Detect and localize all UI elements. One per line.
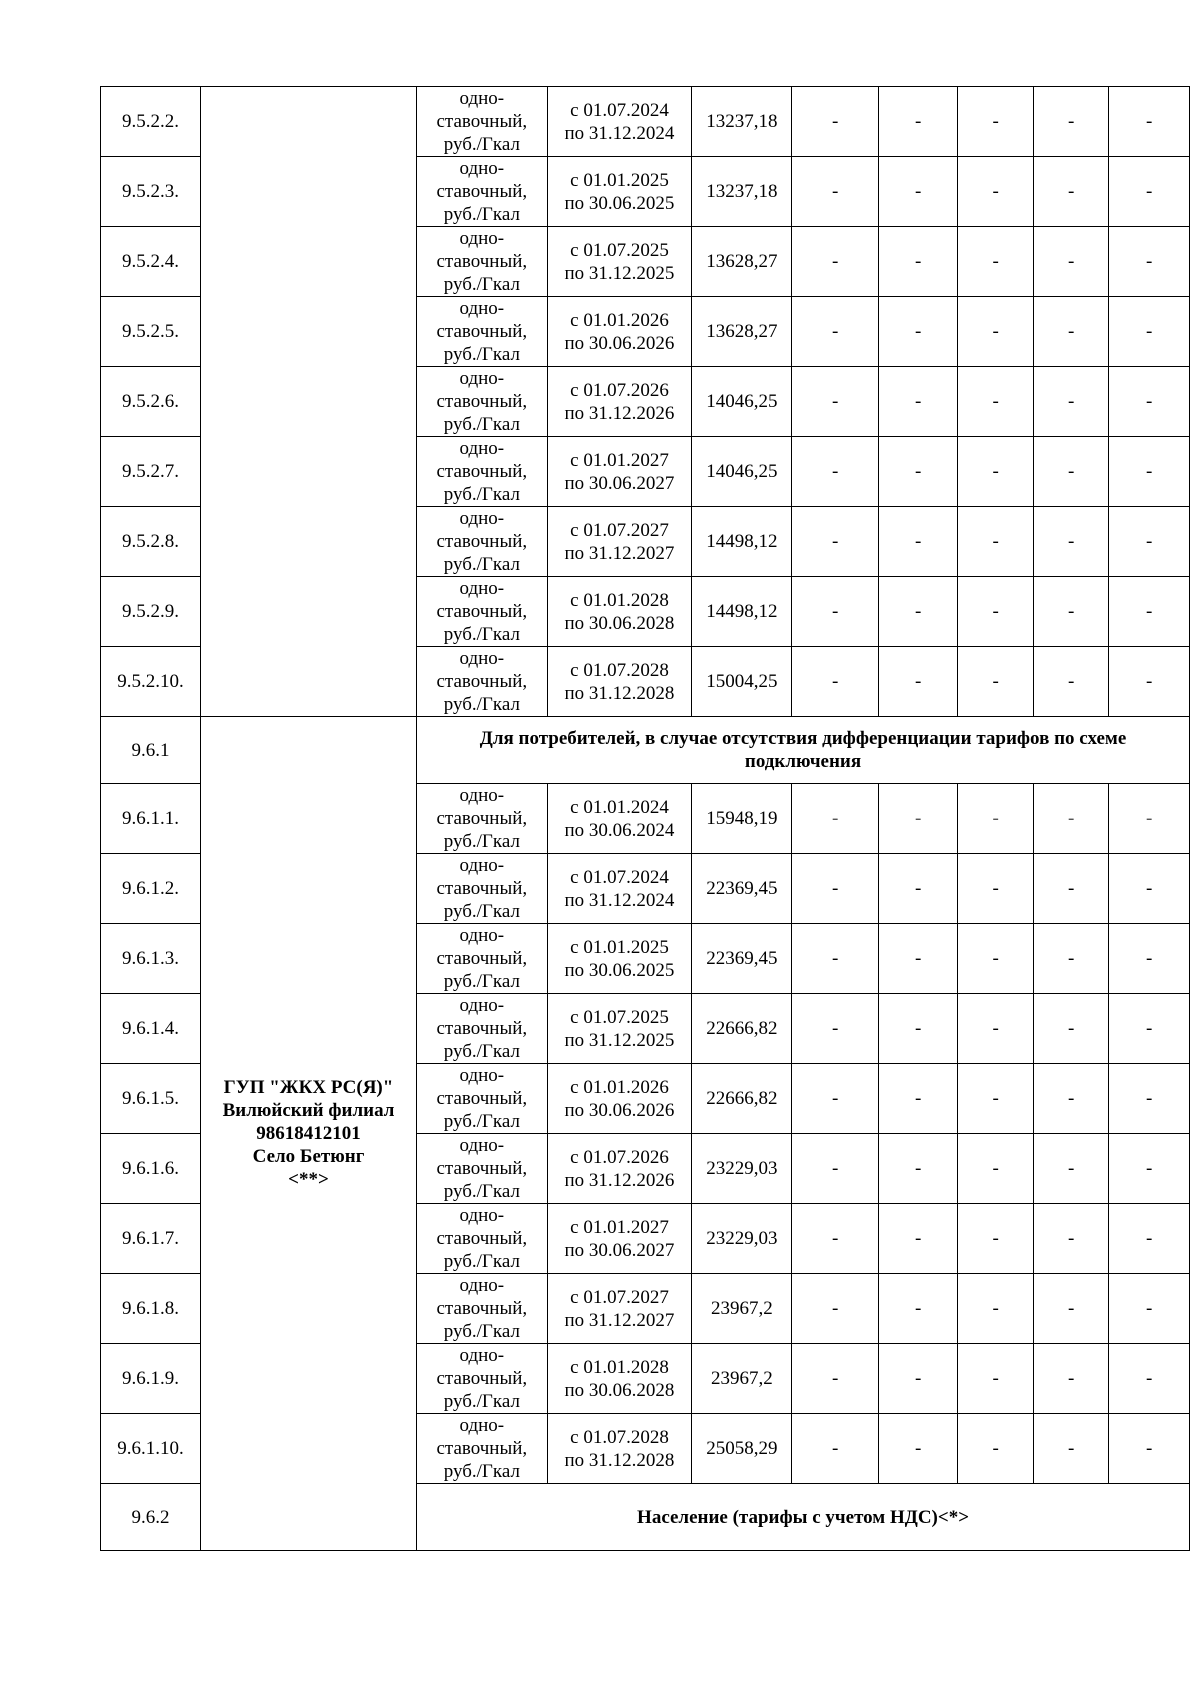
empty-value: - bbox=[1109, 1414, 1190, 1484]
empty-value: - bbox=[958, 924, 1033, 994]
empty-value: - bbox=[792, 577, 879, 647]
empty-value: - bbox=[958, 784, 1033, 854]
empty-value: - bbox=[792, 1134, 879, 1204]
tariff-value: 14498,12 bbox=[692, 507, 792, 577]
empty-value: - bbox=[1109, 1344, 1190, 1414]
row-number: 9.6.1.3. bbox=[101, 924, 201, 994]
empty-value: - bbox=[1109, 1134, 1190, 1204]
section-number: 9.6.2 bbox=[101, 1484, 201, 1551]
empty-value: - bbox=[878, 157, 958, 227]
empty-value: - bbox=[1033, 367, 1108, 437]
tariff-value: 22369,45 bbox=[692, 854, 792, 924]
validity-period: с 01.01.2028 по 30.06.2028 bbox=[547, 577, 692, 647]
empty-value: - bbox=[878, 784, 958, 854]
empty-value: - bbox=[1033, 1064, 1108, 1134]
empty-value: - bbox=[958, 647, 1033, 717]
section-number: 9.6.1 bbox=[101, 717, 201, 784]
empty-value: - bbox=[958, 437, 1033, 507]
row-number: 9.6.1.7. bbox=[101, 1204, 201, 1274]
empty-value: - bbox=[792, 1414, 879, 1484]
empty-value: - bbox=[958, 367, 1033, 437]
validity-period: с 01.07.2025 по 31.12.2025 bbox=[547, 994, 692, 1064]
empty-value: - bbox=[878, 1344, 958, 1414]
empty-value: - bbox=[958, 994, 1033, 1064]
validity-period: с 01.01.2025 по 30.06.2025 bbox=[547, 157, 692, 227]
empty-value: - bbox=[1033, 157, 1108, 227]
tariff-value: 23229,03 bbox=[692, 1134, 792, 1204]
empty-value: - bbox=[1109, 297, 1190, 367]
empty-value: - bbox=[1033, 87, 1108, 157]
empty-value: - bbox=[1033, 437, 1108, 507]
empty-value: - bbox=[958, 1344, 1033, 1414]
rate-type: одно- ставочный, руб./Гкал bbox=[417, 1064, 548, 1134]
empty-value: - bbox=[878, 924, 958, 994]
empty-value: - bbox=[1109, 577, 1190, 647]
row-number: 9.6.1.5. bbox=[101, 1064, 201, 1134]
rate-type: одно- ставочный, руб./Гкал bbox=[417, 577, 548, 647]
empty-value: - bbox=[1109, 1274, 1190, 1344]
empty-value: - bbox=[878, 367, 958, 437]
empty-value: - bbox=[792, 507, 879, 577]
organization-cell-previous bbox=[200, 87, 416, 717]
rate-type: одно- ставочный, руб./Гкал bbox=[417, 87, 548, 157]
row-number: 9.5.2.5. bbox=[101, 297, 201, 367]
row-number: 9.6.1.1. bbox=[101, 784, 201, 854]
tariff-value: 15948,19 bbox=[692, 784, 792, 854]
empty-value: - bbox=[878, 647, 958, 717]
organization-name: ГУП "ЖКХ РС(Я)" bbox=[223, 1077, 394, 1098]
tariff-value: 13237,18 bbox=[692, 87, 792, 157]
tariff-table bbox=[100, 86, 1190, 1551]
row-number: 9.5.2.9. bbox=[101, 577, 201, 647]
empty-value: - bbox=[792, 437, 879, 507]
tariff-value: 14046,25 bbox=[692, 437, 792, 507]
tariff-value: 23967,2 bbox=[692, 1274, 792, 1344]
empty-value: - bbox=[1109, 784, 1190, 854]
tariff-value: 25058,29 bbox=[692, 1414, 792, 1484]
row-number: 9.6.1.4. bbox=[101, 994, 201, 1064]
rate-type: одно- ставочный, руб./Гкал bbox=[417, 1414, 548, 1484]
empty-value: - bbox=[878, 1134, 958, 1204]
empty-value: - bbox=[958, 507, 1033, 577]
validity-period: с 01.01.2027 по 30.06.2027 bbox=[547, 437, 692, 507]
empty-value: - bbox=[878, 1064, 958, 1134]
validity-period: с 01.07.2026 по 31.12.2026 bbox=[547, 1134, 692, 1204]
tariff-value: 23229,03 bbox=[692, 1204, 792, 1274]
empty-value: - bbox=[958, 227, 1033, 297]
rate-type: одно- ставочный, руб./Гкал bbox=[417, 507, 548, 577]
row-number: 9.6.1.2. bbox=[101, 854, 201, 924]
tariff-value: 14498,12 bbox=[692, 577, 792, 647]
validity-period: с 01.07.2027 по 31.12.2027 bbox=[547, 507, 692, 577]
section-row bbox=[101, 717, 1190, 784]
validity-period: с 01.07.2025 по 31.12.2025 bbox=[547, 227, 692, 297]
empty-value: - bbox=[1033, 854, 1108, 924]
empty-value: - bbox=[1109, 924, 1190, 994]
empty-value: - bbox=[878, 1274, 958, 1344]
organization-footnote: <**> bbox=[288, 1169, 329, 1190]
row-number: 9.5.2.3. bbox=[101, 157, 201, 227]
validity-period: с 01.07.2024 по 31.12.2024 bbox=[547, 87, 692, 157]
empty-value: - bbox=[1033, 507, 1108, 577]
empty-value: - bbox=[1033, 297, 1108, 367]
empty-value: - bbox=[958, 1414, 1033, 1484]
empty-value: - bbox=[878, 507, 958, 577]
rate-type: одно- ставочный, руб./Гкал bbox=[417, 1204, 548, 1274]
row-number: 9.5.2.8. bbox=[101, 507, 201, 577]
empty-value: - bbox=[1033, 1414, 1108, 1484]
empty-value: - bbox=[1033, 577, 1108, 647]
validity-period: с 01.01.2027 по 30.06.2027 bbox=[547, 1204, 692, 1274]
tariff-value: 13628,27 bbox=[692, 227, 792, 297]
empty-value: - bbox=[792, 994, 879, 1064]
rate-type: одно- ставочный, руб./Гкал bbox=[417, 647, 548, 717]
empty-value: - bbox=[878, 994, 958, 1064]
row-number: 9.6.1.8. bbox=[101, 1274, 201, 1344]
table-row bbox=[101, 87, 1190, 157]
validity-period: с 01.01.2028 по 30.06.2028 bbox=[547, 1344, 692, 1414]
empty-value: - bbox=[1033, 994, 1108, 1064]
row-number: 9.5.2.6. bbox=[101, 367, 201, 437]
empty-value: - bbox=[792, 157, 879, 227]
empty-value: - bbox=[1109, 647, 1190, 717]
tariff-value: 14046,25 bbox=[692, 367, 792, 437]
row-number: 9.6.1.10. bbox=[101, 1414, 201, 1484]
empty-value: - bbox=[792, 297, 879, 367]
row-number: 9.6.1.9. bbox=[101, 1344, 201, 1414]
rate-type: одно- ставочный, руб./Гкал bbox=[417, 1274, 548, 1344]
empty-value: - bbox=[792, 1274, 879, 1344]
rate-type: одно- ставочный, руб./Гкал bbox=[417, 854, 548, 924]
empty-value: - bbox=[958, 157, 1033, 227]
section-title: Для потребителей, в случае отсутствия дифференциации тарифов по схеме подключения bbox=[417, 717, 1190, 784]
row-number: 9.5.2.2. bbox=[101, 87, 201, 157]
empty-value: - bbox=[1109, 854, 1190, 924]
tariff-value: 13237,18 bbox=[692, 157, 792, 227]
empty-value: - bbox=[958, 577, 1033, 647]
validity-period: с 01.07.2026 по 31.12.2026 bbox=[547, 367, 692, 437]
section-title: Население (тарифы с учетом НДС)<*> bbox=[417, 1484, 1190, 1551]
empty-value: - bbox=[878, 854, 958, 924]
tariff-value: 22369,45 bbox=[692, 924, 792, 994]
empty-value: - bbox=[792, 1344, 879, 1414]
empty-value: - bbox=[958, 297, 1033, 367]
rate-type: одно- ставочный, руб./Гкал bbox=[417, 784, 548, 854]
empty-value: - bbox=[958, 1274, 1033, 1344]
empty-value: - bbox=[1109, 1204, 1190, 1274]
empty-value: - bbox=[1033, 784, 1108, 854]
empty-value: - bbox=[878, 1204, 958, 1274]
empty-value: - bbox=[1109, 437, 1190, 507]
organization-cell bbox=[200, 717, 416, 1551]
validity-period: с 01.01.2025 по 30.06.2025 bbox=[547, 924, 692, 994]
empty-value: - bbox=[878, 437, 958, 507]
empty-value: - bbox=[792, 87, 879, 157]
empty-value: - bbox=[1109, 367, 1190, 437]
row-number: 9.5.2.10. bbox=[101, 647, 201, 717]
organization-branch: Вилюйский филиал bbox=[222, 1100, 395, 1121]
validity-period: с 01.07.2024 по 31.12.2024 bbox=[547, 854, 692, 924]
empty-value: - bbox=[1109, 1064, 1190, 1134]
empty-value: - bbox=[1033, 227, 1108, 297]
rate-type: одно- ставочный, руб./Гкал bbox=[417, 924, 548, 994]
validity-period: с 01.01.2024 по 30.06.2024 bbox=[547, 784, 692, 854]
empty-value: - bbox=[1109, 994, 1190, 1064]
empty-value: - bbox=[792, 854, 879, 924]
validity-period: с 01.07.2028 по 31.12.2028 bbox=[547, 647, 692, 717]
row-number: 9.6.1.6. bbox=[101, 1134, 201, 1204]
empty-value: - bbox=[878, 87, 958, 157]
empty-value: - bbox=[958, 1204, 1033, 1274]
tariff-value: 23967,2 bbox=[692, 1344, 792, 1414]
empty-value: - bbox=[958, 1064, 1033, 1134]
empty-value: - bbox=[792, 784, 879, 854]
empty-value: - bbox=[878, 1414, 958, 1484]
rate-type: одно- ставочный, руб./Гкал bbox=[417, 227, 548, 297]
validity-period: с 01.07.2028 по 31.12.2028 bbox=[547, 1414, 692, 1484]
empty-value: - bbox=[1033, 1274, 1108, 1344]
validity-period: с 01.01.2026 по 30.06.2026 bbox=[547, 297, 692, 367]
tariff-value: 13628,27 bbox=[692, 297, 792, 367]
empty-value: - bbox=[958, 854, 1033, 924]
rate-type: одно- ставочный, руб./Гкал bbox=[417, 157, 548, 227]
validity-period: с 01.01.2026 по 30.06.2026 bbox=[547, 1064, 692, 1134]
validity-period: с 01.07.2027 по 31.12.2027 bbox=[547, 1274, 692, 1344]
empty-value: - bbox=[1109, 507, 1190, 577]
empty-value: - bbox=[1033, 647, 1108, 717]
empty-value: - bbox=[878, 577, 958, 647]
organization-code: 98618412101 bbox=[256, 1123, 361, 1144]
organization-locality: Село Бетюнг bbox=[252, 1146, 365, 1167]
rate-type: одно- ставочный, руб./Гкал bbox=[417, 1344, 548, 1414]
empty-value: - bbox=[958, 1134, 1033, 1204]
empty-value: - bbox=[792, 227, 879, 297]
tariff-value: 22666,82 bbox=[692, 1064, 792, 1134]
empty-value: - bbox=[792, 367, 879, 437]
empty-value: - bbox=[792, 1204, 879, 1274]
empty-value: - bbox=[878, 227, 958, 297]
row-number: 9.5.2.4. bbox=[101, 227, 201, 297]
rate-type: одно- ставочный, руб./Гкал bbox=[417, 1134, 548, 1204]
empty-value: - bbox=[878, 297, 958, 367]
empty-value: - bbox=[792, 1064, 879, 1134]
empty-value: - bbox=[1109, 87, 1190, 157]
empty-value: - bbox=[1109, 227, 1190, 297]
rate-type: одно- ставочный, руб./Гкал bbox=[417, 297, 548, 367]
rate-type: одно- ставочный, руб./Гкал bbox=[417, 367, 548, 437]
tariff-value: 15004,25 bbox=[692, 647, 792, 717]
empty-value: - bbox=[1033, 1344, 1108, 1414]
empty-value: - bbox=[1033, 1204, 1108, 1274]
empty-value: - bbox=[958, 87, 1033, 157]
rate-type: одно- ставочный, руб./Гкал bbox=[417, 437, 548, 507]
empty-value: - bbox=[1033, 1134, 1108, 1204]
empty-value: - bbox=[1033, 924, 1108, 994]
empty-value: - bbox=[792, 647, 879, 717]
tariff-value: 22666,82 bbox=[692, 994, 792, 1064]
row-number: 9.5.2.7. bbox=[101, 437, 201, 507]
empty-value: - bbox=[1109, 157, 1190, 227]
rate-type: одно- ставочный, руб./Гкал bbox=[417, 994, 548, 1064]
empty-value: - bbox=[792, 924, 879, 994]
